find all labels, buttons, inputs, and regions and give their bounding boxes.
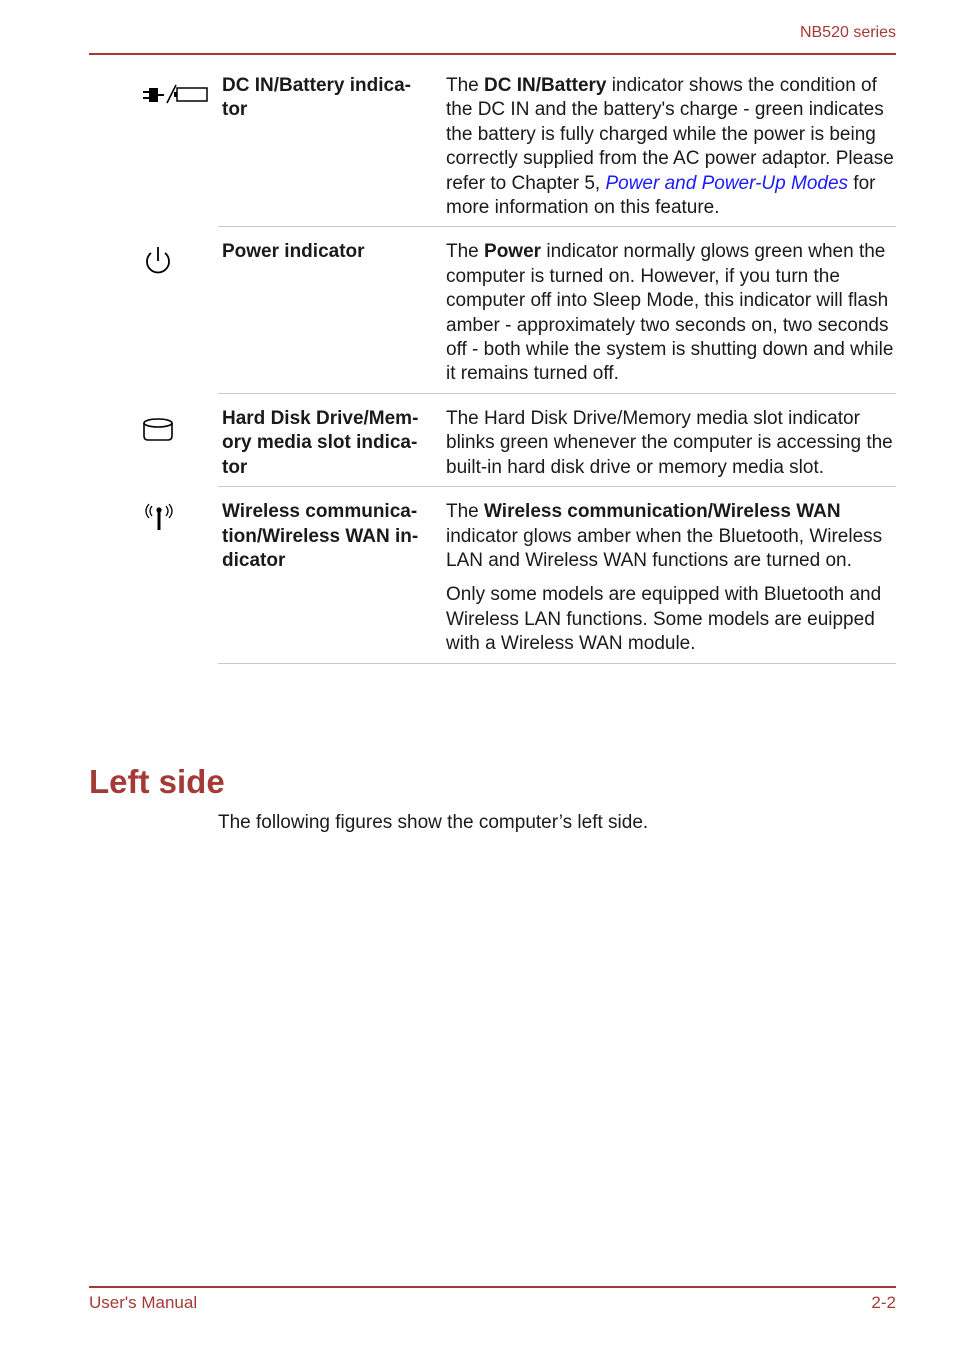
description-paragraph	[446, 500, 896, 573]
bold-term: DC IN/Battery	[484, 75, 607, 96]
text-span: The	[446, 501, 485, 523]
table-row	[218, 61, 896, 227]
footer-rule	[89, 1286, 896, 1288]
hard-disk-icon	[141, 417, 175, 445]
desc-wireless	[442, 487, 896, 662]
term-wireless: Wireless communica- tion/Wireless WAN in- dicator	[222, 501, 419, 571]
table-row	[218, 394, 896, 487]
table-row	[218, 487, 896, 663]
table-row	[218, 227, 896, 393]
section-intro: The following figures show the computer’s left side.	[218, 812, 649, 833]
indicator-table	[89, 61, 896, 664]
running-header: NB520 series	[799, 24, 896, 41]
power-modes-link[interactable]: Power and Power-Up Modes	[605, 172, 849, 194]
text-span: for more information on this feature.	[446, 172, 876, 219]
footer-manual-title: User's Manual	[89, 1293, 198, 1312]
wireless-icon	[142, 500, 176, 534]
term-power: Power indicator	[222, 241, 365, 263]
text-span: indicator normally glows green when the computer is turned on. However, if you turn the computer off into Sleep Mode, this indicator will flash amber - approximately two seconds on, two seconds off - both while the system is shutting down and while it remains turned off.	[446, 241, 894, 385]
description-paragraph: Only some models are equipped with Bluetooth and Wireless LAN functions. Some models are euipped with a Wireless WAN module.	[446, 584, 882, 655]
section-title: Left side	[89, 763, 225, 800]
description-paragraph	[446, 74, 896, 220]
header-rule	[89, 53, 896, 55]
desc-dc-in-battery	[442, 61, 896, 226]
bold-term: Wireless communication/Wireless WAN	[484, 501, 841, 523]
text-span: indicator glows amber when the Bluetooth, Wireless LAN and Wireless WAN functions are turned on.	[446, 525, 883, 571]
dc-in-battery-icon	[141, 79, 211, 109]
term-hard-disk: Hard Disk Drive/Mem- ory media slot indica- tor	[222, 407, 419, 478]
text-span: The	[446, 75, 485, 96]
power-icon	[142, 244, 174, 278]
bold-term: Power	[484, 241, 542, 263]
desc-power	[442, 227, 896, 392]
desc-hard-disk	[442, 394, 896, 486]
term-dc-in-battery: DC IN/Battery indica- tor	[222, 75, 411, 121]
text-span: indicator shows the condition of the DC IN and the battery's charge - green indicates the battery is fully charged while the power is being correctly supplied from the AC power adaptor. Please refer to Chapter 5,	[446, 75, 894, 194]
description-paragraph: The Hard Disk Drive/Memory media slot indicator blinks green whenever the computer is accessing the built-in hard disk drive or memory media slot.	[446, 407, 893, 478]
page-number: 2-2	[871, 1293, 896, 1312]
description-paragraph	[446, 240, 896, 386]
text-span: The	[446, 241, 485, 263]
